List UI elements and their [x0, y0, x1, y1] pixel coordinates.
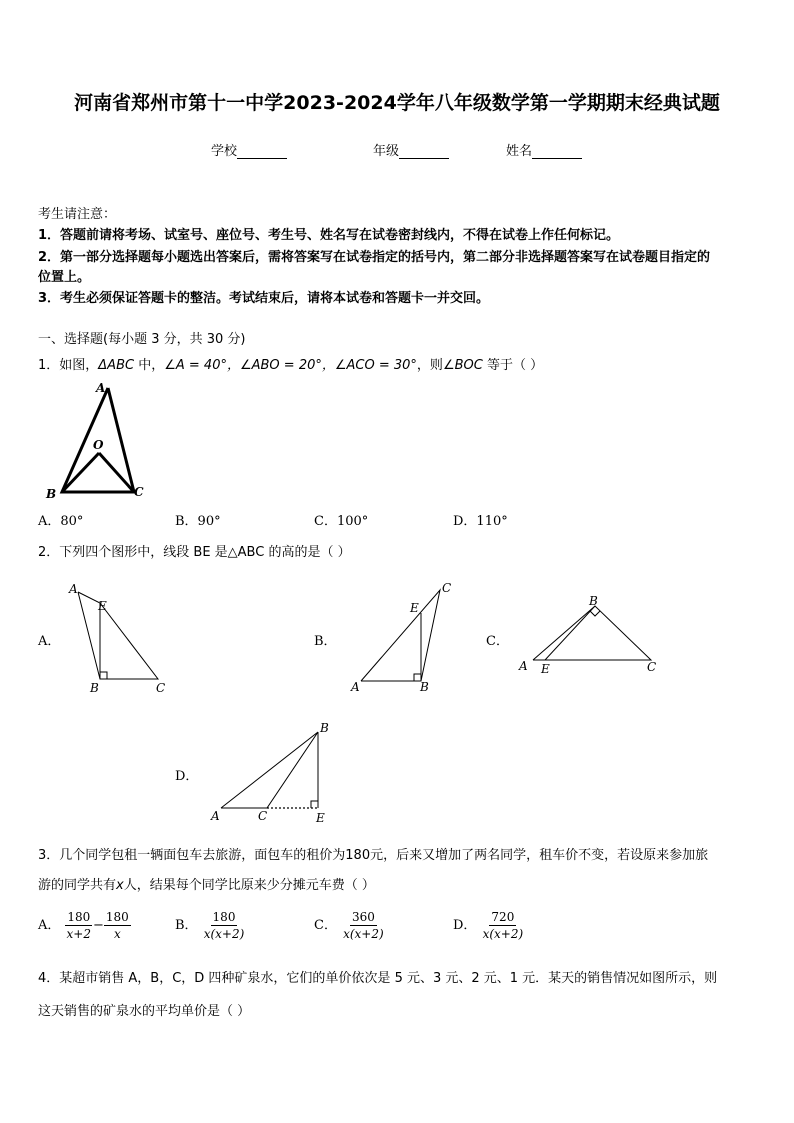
section-heading: 一、选择题(每小题 3 分，共 30 分) — [38, 332, 246, 347]
q2a-label-e: E — [98, 599, 107, 613]
q3a-label: A． — [38, 918, 61, 933]
q3c-label: C． — [314, 918, 337, 933]
q3-stem-line2c: 人，结果每个同学比原来少分摊元车费（ ） — [123, 878, 375, 893]
q3b-den: x(x+2) — [203, 927, 245, 941]
q2d-label-b: B — [320, 721, 329, 735]
q1-stem-c: 中， — [134, 358, 165, 373]
grade-blank — [399, 146, 449, 159]
q3d-num: 720 — [491, 910, 515, 924]
notice-item: 2．第一部分选择题每小题选出答案后，需将答案写在试卷指定的括号内，第二部分非选择题答案写在试卷题目指定的 — [38, 250, 711, 265]
q2a-label-b: B — [90, 681, 99, 695]
q1-stem-f: ∠BOC — [442, 358, 483, 373]
q3d-fraction — [481, 909, 526, 942]
q1-option-b[interactable]: B．90° — [175, 514, 221, 529]
q2a-label-c: C — [156, 681, 166, 695]
q3c-fraction — [341, 909, 386, 942]
q2-figure-c — [515, 590, 665, 682]
q3-option-c[interactable] — [314, 909, 386, 942]
q3-variable-x: x — [116, 878, 124, 893]
q2-figure-a — [64, 578, 174, 696]
school-field — [211, 140, 287, 159]
q2a-label-a: A — [69, 582, 78, 596]
q3-stem-line2 — [38, 874, 375, 893]
q1-stem — [38, 354, 543, 373]
q1-label-o: O — [93, 438, 104, 452]
q3-option-a[interactable] — [38, 909, 131, 942]
q1-label-c: C — [134, 485, 144, 499]
q1-stem-g: 等于（ ） — [482, 358, 544, 373]
q2c-label-a: A — [519, 659, 528, 673]
q3b-label: B． — [175, 918, 198, 933]
q3a-fraction-1 — [65, 909, 93, 942]
q2c-label-e: E — [541, 662, 550, 676]
q3a-num2: 180 — [105, 910, 129, 924]
q1-stem-a: 1．如图， — [38, 358, 99, 373]
q2-option-b[interactable]: B． — [314, 634, 337, 649]
q3-option-d[interactable] — [453, 909, 525, 942]
q2-figure-b — [344, 578, 462, 696]
notice-item: 位置上。 — [38, 270, 91, 285]
q2b-label-a: A — [351, 680, 360, 694]
notice-item: 1．答题前请将考场、试室号、座位号、考生号、姓名写在试卷密封线内，不得在试卷上作任何标记。 — [38, 228, 620, 243]
q2b-label-e: E — [410, 601, 419, 615]
q2c-label-b: B — [589, 594, 598, 608]
q3a-num1: 180 — [67, 910, 91, 924]
notice-heading: 考生请注意： — [38, 207, 117, 222]
q2d-label-c: C — [258, 809, 268, 823]
name-label: 姓名 — [506, 144, 533, 159]
q3-stem-line1: 3．几个同学包租一辆面包车去旅游，面包车的租价为180元，后来又增加了两名同学，租车价不变，若设原来参加旅 — [38, 848, 709, 863]
q4-stem-line1: 4．某超市销售 A，B，C，D 四种矿泉水，它们的单价依次是 5 元、3 元、2 元、1 元．某天的销售情况如图所示，则 — [38, 971, 718, 986]
q3a-den1: x+2 — [66, 927, 91, 941]
name-field — [506, 140, 582, 159]
q3b-fraction — [202, 909, 247, 942]
q2-option-d[interactable]: D． — [175, 769, 199, 784]
q4-stem-line2: 这天销售的矿泉水的平均单价是（ ） — [38, 1004, 251, 1019]
grade-field — [373, 140, 449, 159]
q3c-den: x(x+2) — [343, 927, 384, 941]
q3a-minus: − — [93, 918, 104, 933]
q2d-label-a: A — [211, 809, 220, 823]
q1-stem-e: ，则 — [416, 358, 443, 373]
q1-label-a: A — [96, 381, 106, 395]
school-blank — [237, 146, 287, 159]
q1-option-d[interactable]: D．110° — [453, 514, 508, 529]
q3d-label: D． — [453, 918, 477, 933]
q3d-den: x(x+2) — [482, 927, 524, 941]
q3a-fraction-2 — [104, 909, 131, 942]
q2b-label-c: C — [442, 581, 452, 595]
q1-stem-b: ΔABC — [98, 358, 135, 373]
q2d-label-e: E — [316, 811, 325, 825]
q1-label-b: B — [46, 487, 57, 501]
q1-stem-d: ∠A = 40°，∠ABO = 20°，∠ACO = 30° — [164, 358, 417, 373]
q3-stem-line2a: 游的同学共有 — [38, 878, 117, 893]
school-label: 学校 — [211, 144, 238, 159]
q3a-den2: x — [113, 927, 121, 941]
name-blank — [532, 146, 582, 159]
q1-triangle-figure — [38, 378, 158, 503]
q2c-label-c: C — [647, 660, 657, 674]
q2-stem: 2．下列四个图形中，线段 BE 是△ABC 的高的是（ ） — [38, 545, 351, 560]
q2-option-c[interactable]: C． — [486, 634, 509, 649]
q2-figure-d — [205, 718, 335, 828]
q3c-num: 360 — [351, 910, 375, 924]
q3b-num: 180 — [212, 910, 236, 924]
page-title: 河南省郑州市第十一中学2023-2024学年八年级数学第一学期期末经典试题 — [74, 92, 720, 114]
q2b-label-b: B — [420, 680, 429, 694]
q1-option-c[interactable]: C．100° — [314, 514, 369, 529]
q2-option-a[interactable]: A． — [38, 634, 61, 649]
notice-item: 3．考生必须保证答题卡的整洁。考试结束后，请将本试卷和答题卡一并交回。 — [38, 291, 490, 306]
q3-option-b[interactable] — [175, 909, 246, 942]
q1-option-a[interactable]: A．80° — [38, 514, 84, 529]
grade-label: 年级 — [373, 144, 400, 159]
